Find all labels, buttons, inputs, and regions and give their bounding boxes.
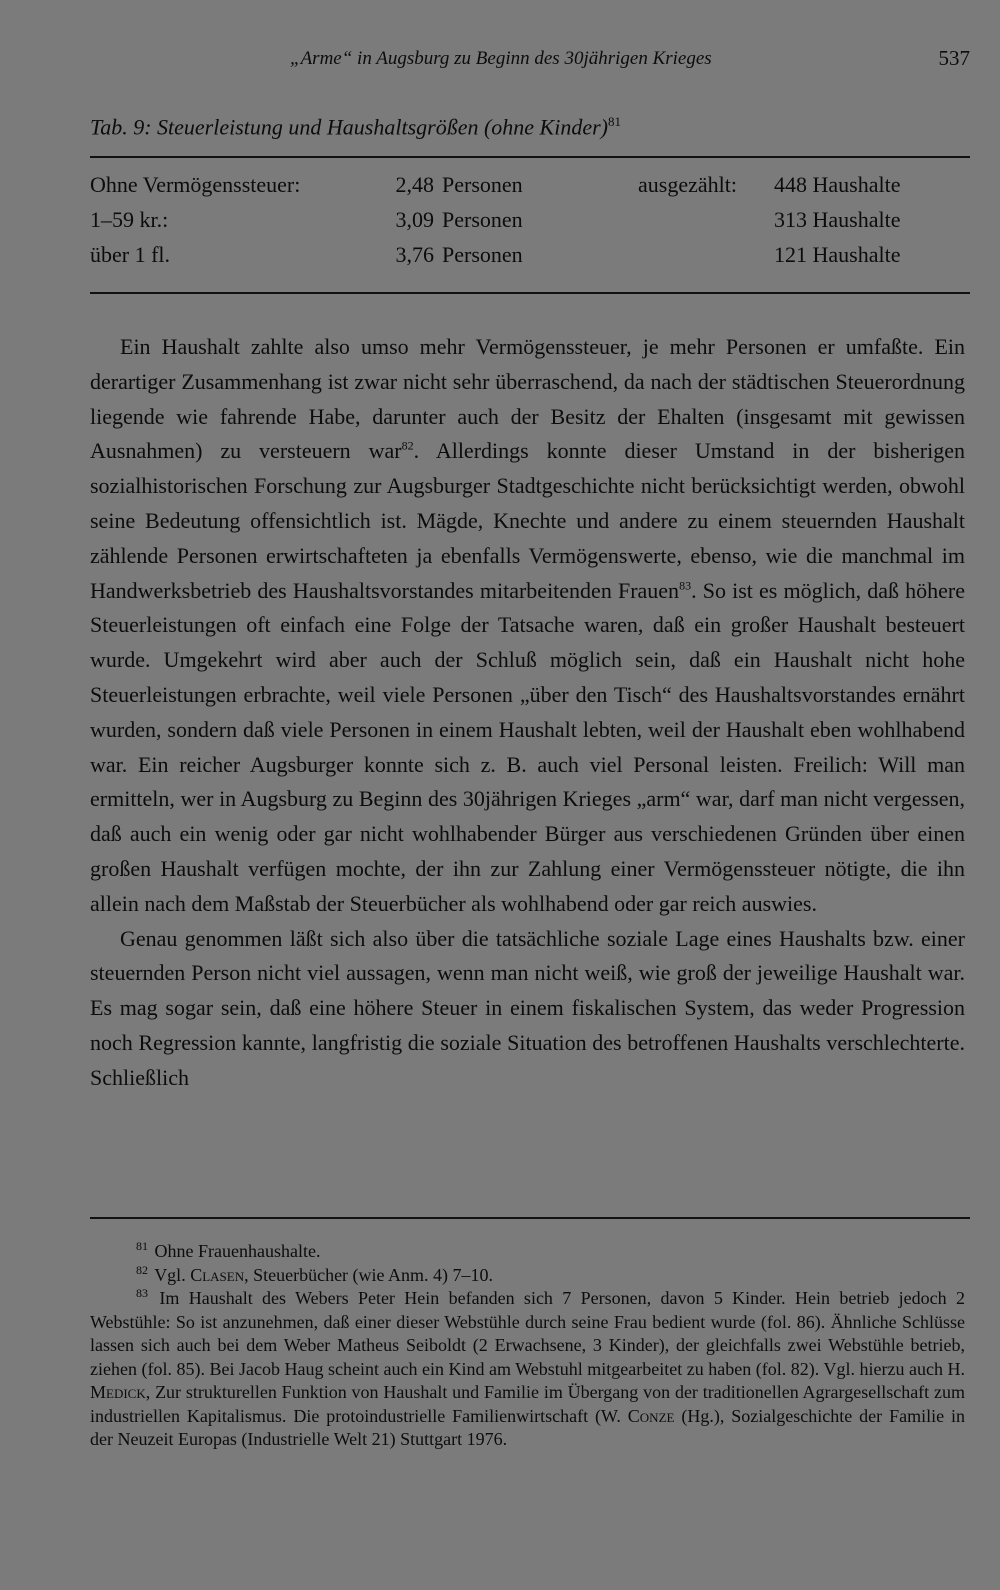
footnote-text: (Hg.), Sozialgeschichte der Familie in der Neuzeit Europas (Industrielle Welt 21) Stuttgart 1976. bbox=[90, 1405, 965, 1449]
table-cell-avg-persons: 3,76 bbox=[395, 242, 434, 267]
paragraph-text: . So ist es möglich, daß höhere Steuerleistungen oft einfach eine Folge der Tatsache waren, daß ein großer Haushalt besteuert wurde. Umgekehrt wird aber auch der Schluß möglich sein, daß ein Haushalt nicht hohe Steuerleistungen erbrachte, weil viele Personen „über den Tisch“ des Haushaltsvorstandes ernährt wurden, sondern daß viele Personen in einem Haushalt lebten, weil der Haushalt eben wohlhabend war. Ein reicher Augsburger konnte sich z. B. auch viel Personal leisten. Freilich: Will man ermitteln, wer in Augsburg zu Beginn des 30jährigen Krieges „arm“ war, darf man nicht vergessen, daß auch ein wenig oder gar nicht wohlhabender Bürger aus verschiedenen Gründen über einen großen Haushalt verfügen mochte, der ihn zur Zahlung einer Vermögenssteuer nötigte, die ihn allein nach dem Maßstab der Steuerbücher als wohlhabend oder gar reich auswies. bbox=[90, 577, 965, 916]
paragraph bbox=[90, 922, 965, 1096]
footnote-text: , Steuerbücher (wie Anm. 4) 7–10. bbox=[244, 1264, 494, 1285]
table-cell-avg-persons: 2,48 bbox=[395, 172, 434, 197]
footnote-ref: 82 bbox=[401, 439, 414, 454]
table-cell-households: 121 Haushalte bbox=[774, 242, 901, 267]
footnote-author: Clasen bbox=[190, 1264, 245, 1285]
running-head bbox=[90, 48, 972, 78]
table-cell-category: Ohne Vermögenssteuer: bbox=[90, 172, 301, 197]
counted-label: ausgezählt: bbox=[638, 172, 737, 197]
table-bottom-rule bbox=[90, 292, 970, 294]
footnote-81: 81 Ohne Frauenhaushalte. bbox=[136, 1239, 321, 1261]
table-row bbox=[90, 242, 970, 277]
footnote-83: 83 Im Haushalt des Webers Peter Hein befanden sich 7 Personen, davon 5 Kinder. Hein betrieb jedoch 2 Webstühle: So ist anzunehmen, daß einer dieser Webstühle durch seine Frau bedient wurde (fol. 86). Ähnliche Schlüsse lassen sich auch bei dem Weber Matheus Seiboldt (2 Erwachsene, 3 Kinder), der gleichfalls zwei Webstühle betrieb, ziehen (fol. 85). Bei Jacob Haug scheint auch ein Kind am Webstuhl mitgearbeitet zu haben (fol. 82). Vgl. hierzu auch H. Medick, Zur strukturellen Funktion von Haushalt und Familie im Übergang von der traditionellen Agrargesellschaft zum industriellen Kapitalismus. Die protoindustrielle Familienwirtschaft (W. Conze (Hg.), Sozialgeschichte der Familie in der Neuzeit Europas (Industrielle Welt 21) Stuttgart 1976. bbox=[90, 1286, 966, 1449]
table-cell-unit: Personen bbox=[442, 172, 523, 197]
table-caption bbox=[90, 114, 621, 140]
footnote-text: Ohne Frauenhaushalte. bbox=[154, 1241, 321, 1261]
paragraph-text: Genau genommen läßt sich also über die tatsächliche soziale Lage eines Haushalts bzw. einer steuernden Person nicht viel aussagen, wenn man nicht weiß, wie groß der jeweilige Haushalt war. Es mag sogar sein, daß eine höhere Steuer in einem fiskalischen System, das weder Progression noch Regression kannte, langfristig die soziale Situation des betroffenen Haushalts verschlechterte. Schließlich bbox=[90, 925, 965, 1090]
table-cell-category: 1–59 kr.: bbox=[90, 207, 169, 232]
paragraph-text: . Allerdings konnte dieser Umstand in der bisherigen sozialhistorischen Forschung zur Augsburger Stadtgeschichte nicht berücksichtigt werden, obwohl seine Bedeutung offensichtlich ist. Mägde, Knechte und andere zu einem steuernden Haushalt zählende Personen erwirtschafteten ja ebenfalls Vermögenswerte, ebenso, wie die manchmal im Handwerksbetrieb des Haushaltsvorstandes mitarbeitenden Frauen bbox=[90, 438, 965, 603]
tax-household-table bbox=[90, 172, 970, 277]
table-row bbox=[90, 207, 970, 242]
footnotes bbox=[90, 1240, 965, 1452]
table-cell-avg-persons: 3,09 bbox=[395, 207, 434, 232]
table-cell-category: über 1 fl. bbox=[90, 242, 171, 267]
table-caption-note-ref: 81 bbox=[608, 114, 621, 129]
footnote-text: Im Haushalt des Webers Peter Hein befanden sich 7 Personen, davon 5 Kinder. Hein betrieb jedoch 2 Webstühle: So ist anzunehmen, daß einer dieser Webstühle durch seine Frau bedient wurde (fol. 86). Ähnliche Schlüsse lassen sich auch bei dem Weber Matheus Seiboldt (2 Erwachsene, 3 Kinder), der gleichfalls zwei Webstühle betrieb, ziehen (fol. 85). Bei Jacob Haug scheint auch ein Kind am Webstuhl mitgearbeitet zu haben (fol. 82). Vgl. hierzu auch H. bbox=[90, 1288, 966, 1379]
paragraph-text: Ein Haushalt zahlte also umso mehr Vermögenssteuer, je mehr Personen er umfaßte. Ein derartiger Zusammenhang ist zwar nicht sehr überraschend, da nach der städtischen Steuerordnung liegende wie fahrende Habe, darunter auch der Besitz der Ehalten (insgesamt mit gewissen Ausnahmen) zu versteuern war bbox=[90, 334, 965, 464]
table-cell-households: 313 Haushalte bbox=[774, 207, 901, 232]
footnote-ref: 83 bbox=[679, 578, 692, 593]
footnote-82: 82 Vgl. Clasen, Steuerbücher (wie Anm. 4) 7–10. bbox=[136, 1262, 494, 1285]
footnote-author: Medick bbox=[90, 1382, 146, 1402]
table-cell-unit: Personen bbox=[442, 242, 523, 267]
footnote-separator bbox=[90, 1217, 970, 1219]
table-cell-households: 448 Haushalte bbox=[774, 172, 901, 197]
table-caption-text: Tab. 9: Steuerleistung und Haushaltsgrößen (ohne Kinder) bbox=[90, 114, 608, 140]
footnote-text: , Zur strukturellen Funktion von Haushalt und Familie im Übergang von der traditionellen Agrargesellschaft zum industriellen Kapitalismus. Die protoindustrielle Familienwirtschaft (W. bbox=[90, 1382, 965, 1426]
footnote-author: Conze bbox=[627, 1405, 675, 1426]
paragraph bbox=[90, 330, 965, 922]
table-cell-unit: Personen bbox=[442, 207, 523, 232]
page-number: 537 bbox=[938, 46, 970, 70]
body-text bbox=[90, 330, 965, 1096]
table-top-rule bbox=[90, 156, 970, 158]
footnote-text: Vgl. bbox=[154, 1264, 191, 1285]
table-row bbox=[90, 172, 970, 207]
running-title: „Arme“ in Augsburg zu Beginn des 30jährigen Krieges bbox=[290, 48, 712, 69]
